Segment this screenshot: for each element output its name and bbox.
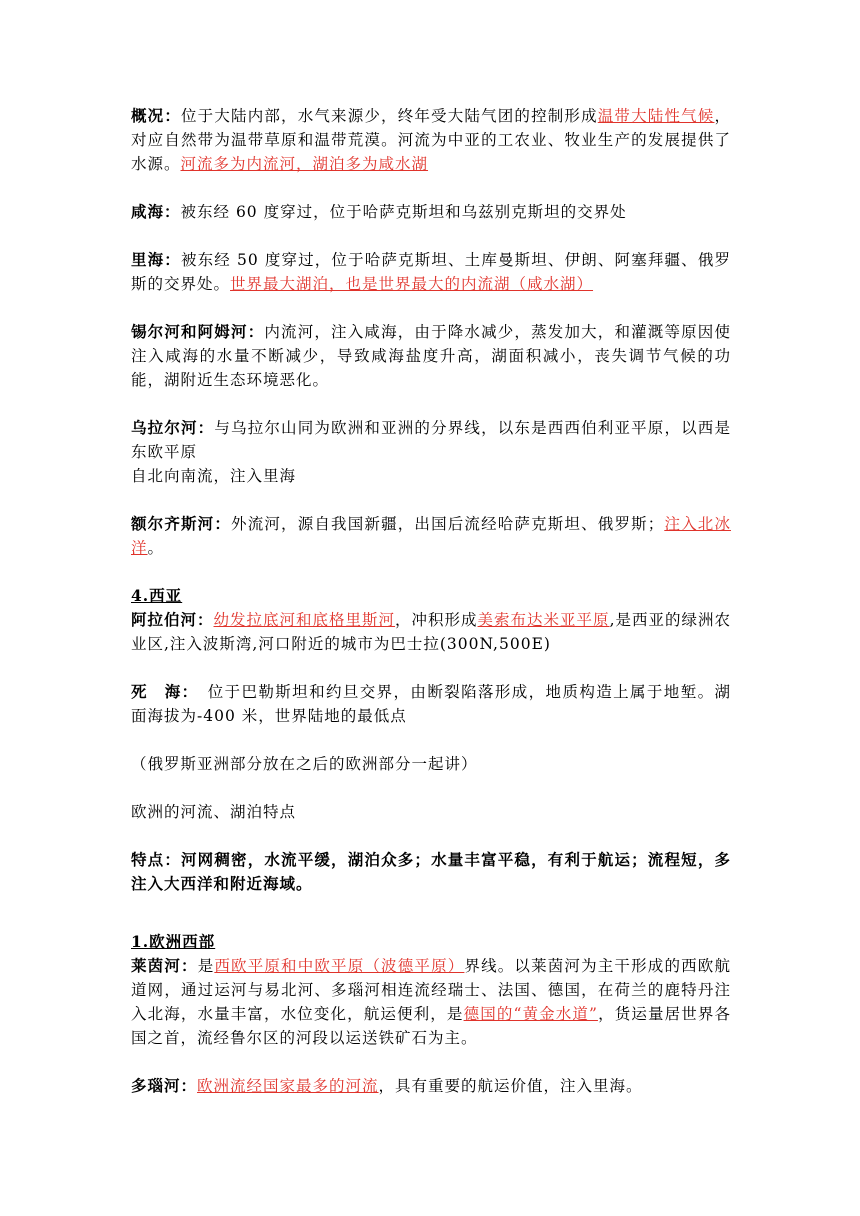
highlight-largest-lake: 世界最大湖泊，也是世界最大的内流湖（咸水湖） — [230, 275, 594, 293]
heading-western-europe: 1.欧洲西部 — [131, 932, 216, 951]
label-rhine: 莱茵河： — [131, 956, 198, 975]
label-danube: 多瑙河： — [131, 1076, 198, 1095]
paragraph-danube — [131, 1074, 731, 1098]
section-heading-western-europe — [131, 930, 731, 954]
paragraph-aral-sea — [131, 200, 731, 224]
highlight-mesopotamia: 美索布达米亚平原 — [477, 611, 610, 629]
text: 界线。以莱茵河为主干形成的西欧航道网，通过运河与易北河、多瑙河相连流经瑞士、法国、德国，在荷兰的鹿特丹注入北海，水量丰富，水位变化，航运便利，是 — [131, 957, 731, 1023]
text: 。 — [147, 539, 165, 557]
label-syr-amu: 锡尔河和阿姆河： — [131, 322, 265, 341]
paragraph-overview — [131, 104, 731, 176]
highlight-climate: 温带大陆性气候 — [597, 107, 715, 125]
europe-features-text: 特点：河网稠密，水流平缓，湖泊众多；水量丰富平稳，有利于航运；流程短，多注入大西洋和附近海域。 — [131, 850, 731, 893]
text: 外流河，源自我国新疆，出国后流经哈萨克斯坦、俄罗斯； — [231, 515, 665, 533]
label-ural: 乌拉尔河： — [131, 418, 215, 437]
text: 是 — [197, 957, 215, 975]
label-shatt-al-arab: 阿拉伯河： — [131, 610, 214, 629]
text: 位于大陆内部，水气来源少，终年受大陆气团的控制形成 — [181, 107, 598, 125]
text: ，对应自然带为温带草原和温带荒漠。河流为中亚的工农业、牧业生产的发展提供了水源。 — [131, 107, 731, 173]
paragraph-rhine — [131, 954, 731, 1050]
paragraph-dead-sea — [131, 680, 731, 728]
highlight-rivers: 河流多为内流河，湖泊多为咸水湖 — [180, 155, 429, 173]
heading-west-asia: 4.西亚 — [131, 586, 183, 605]
section-heading-west-asia — [131, 584, 731, 608]
label-aral-sea: 咸海： — [131, 202, 181, 221]
paragraph-europe-features — [131, 848, 731, 896]
text: 自北向南流，注入里海 — [131, 467, 297, 485]
highlight-most-countries: 欧洲流经国家最多的河流 — [197, 1077, 379, 1095]
text: ，货运量居世界各国之首，流经鲁尔区的河段以运送铁矿石为主。 — [131, 1005, 731, 1047]
paragraph-shatt-al-arab — [131, 608, 731, 656]
text: 被东经 60 度穿过，位于哈萨克斯坦和乌兹别克斯坦的交界处 — [180, 203, 627, 221]
highlight-arctic: 注入北冰洋 — [131, 515, 731, 557]
paragraph-europe-intro: 欧洲的河流、湖泊特点 — [131, 803, 297, 821]
paragraph-irtysh — [131, 512, 731, 560]
label-dead-sea: 死 海： — [131, 682, 191, 701]
text: 内流河，注入咸海，由于降水减少，蒸发加大，和灌溉等原因使注入咸海的水量不断减少，导致咸海盐度升高，湖面积减小，丧失调节气候的功能，湖附近生态环境恶化。 — [131, 323, 731, 389]
document-page — [131, 104, 731, 1098]
text: ，具有重要的航运价值，注入里海。 — [378, 1077, 643, 1095]
label-irtysh: 额尔齐斯河： — [131, 514, 232, 533]
paragraph-note: （俄罗斯亚洲部分放在之后的欧洲部分一起讲） — [131, 755, 478, 773]
paragraph-ural — [131, 416, 731, 488]
paragraph-caspian-sea — [131, 248, 731, 296]
text: 位于巴勒斯坦和约旦交界，由断裂陷落形成，地质构造上属于地堑。湖面海拔为-400 米，世界陆地的最低点 — [131, 683, 731, 725]
text: 被东经 50 度穿过，位于哈萨克斯坦、土库曼斯坦、伊朗、阿塞拜疆、俄罗斯的交界处。 — [131, 251, 731, 293]
highlight-golden-waterway: 德国的“黄金水道” — [463, 1005, 598, 1023]
text: ，冲积形成 — [395, 611, 478, 629]
paragraph-syr-amu — [131, 320, 731, 392]
highlight-euphrates-tigris: 幼发拉底河和底格里斯河 — [213, 611, 396, 629]
label-overview: 概况： — [131, 106, 182, 125]
highlight-plains-boundary: 西欧平原和中欧平原（波德平原） — [214, 957, 465, 975]
text: ,是西亚的绿洲农业区,注入波斯湾,河口附近的城市为巴士拉(300N,500E) — [131, 611, 731, 653]
label-caspian-sea: 里海： — [131, 250, 181, 269]
text: 与乌拉尔山同为欧洲和亚洲的分界线，以东是西西伯利亚平原，以西是东欧平原 — [131, 419, 731, 461]
